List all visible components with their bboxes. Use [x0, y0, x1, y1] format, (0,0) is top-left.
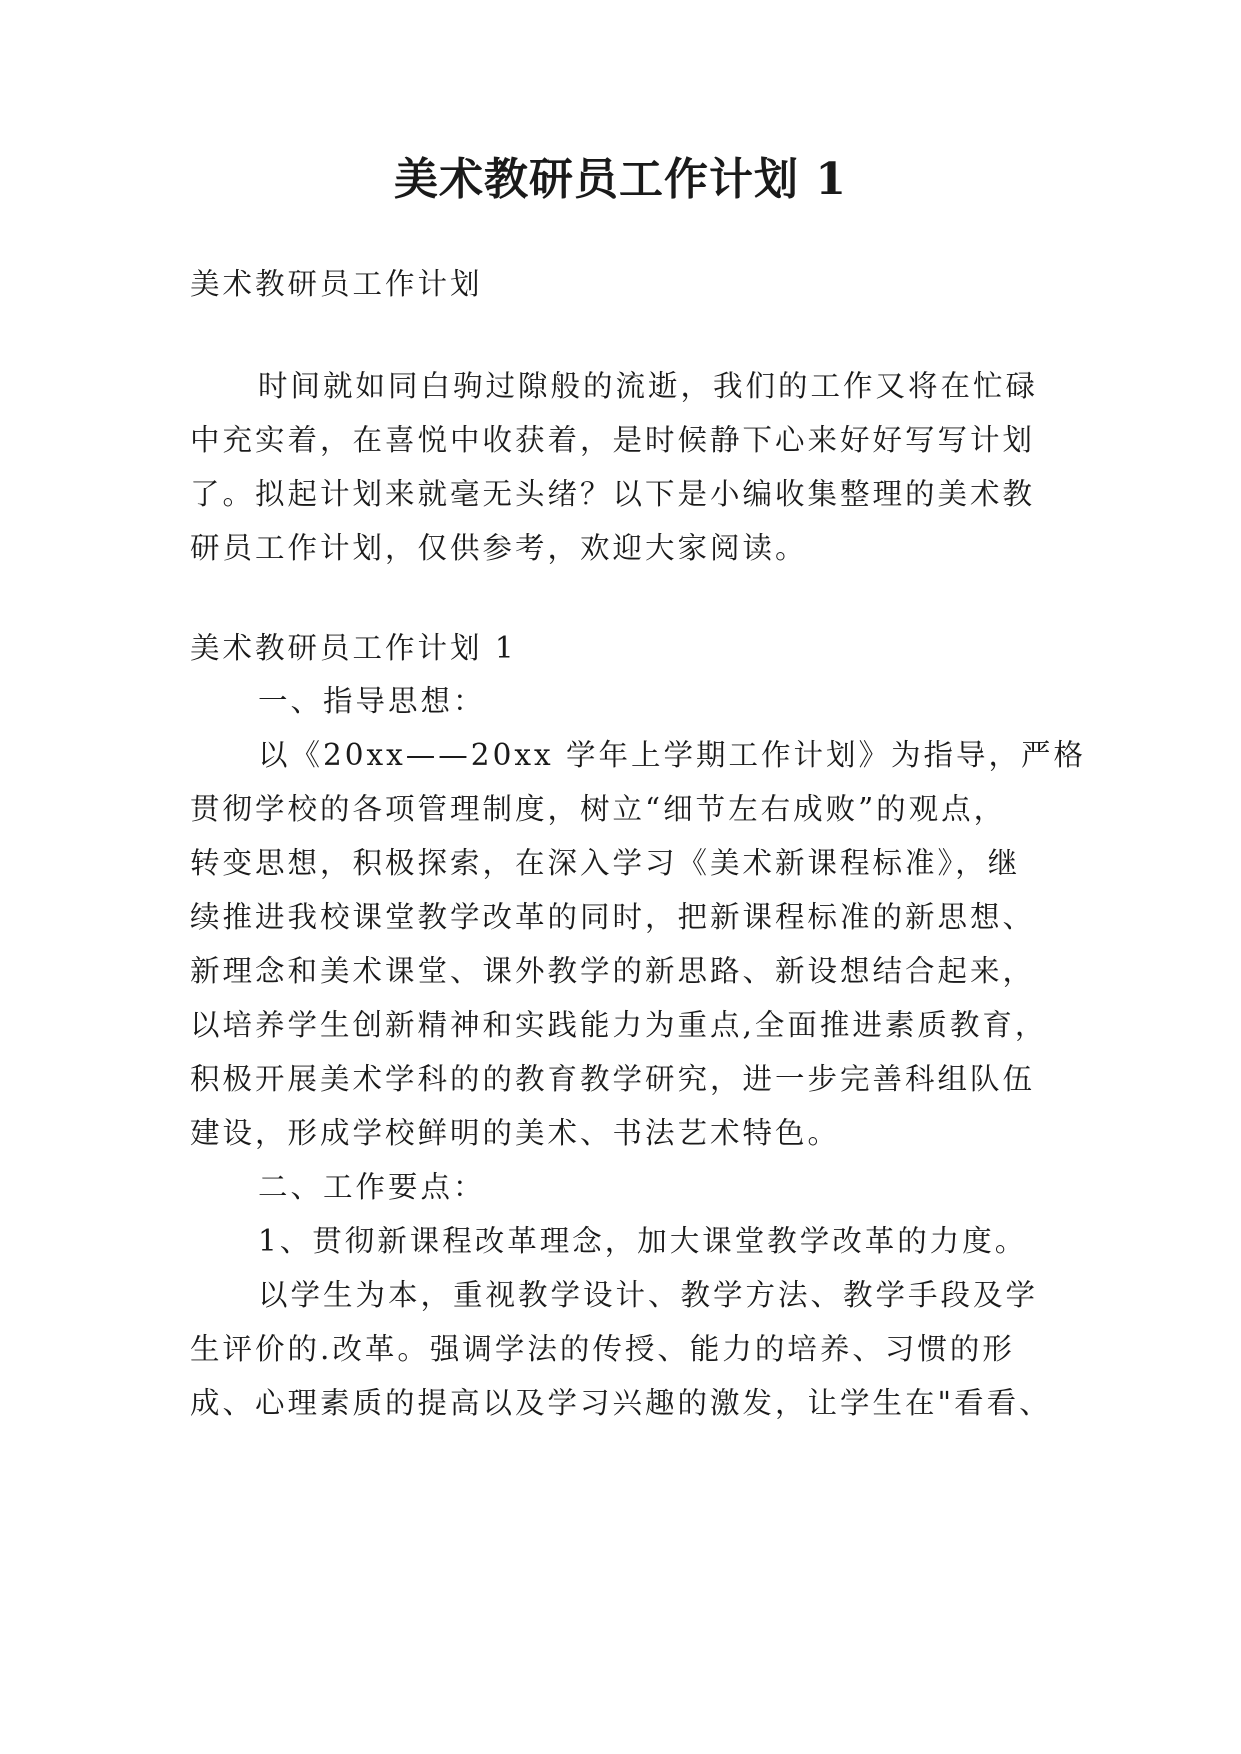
part1-line-8: 建设，形成学校鲜明的美术、书法艺术特色。: [190, 1116, 841, 1150]
point1-line-1: 以学生为本，重视教学设计、教学方法、教学手段及学: [258, 1278, 1039, 1312]
subtitle: 美术教研员工作计划: [190, 267, 483, 301]
document-title: 美术教研员工作计划 1: [394, 154, 847, 205]
part1-line-7: 积极开展美术学科的的教育教学研究，进一步完善科组队伍: [190, 1062, 1036, 1096]
intro-line-2: 中充实着，在喜悦中收获着，是时候静下心来好好写写计划: [190, 423, 1036, 457]
part2-heading: 二、工作要点：: [258, 1170, 486, 1204]
point1-line-2: 生评价的.改革。强调学法的传授、能力的培养、习惯的形: [190, 1332, 1015, 1366]
intro-line-3: 了。拟起计划来就毫无头绪？以下是小编收集整理的美术教: [190, 477, 1036, 511]
intro-line-1: 时间就如同白驹过隙般的流逝，我们的工作又将在忙碌: [258, 369, 1039, 403]
part1-line-4: 续推进我校课堂教学改革的同时，把新课程标准的新思想、: [190, 900, 1036, 934]
part1-line-5: 新理念和美术课堂、课外教学的新思路、新设想结合起来，: [190, 954, 1036, 988]
part1-line-1: 以《20xx——20xx 学年上学期工作计划》为指导，严格: [258, 738, 1087, 772]
point1-line-3: 成、心理素质的提高以及学习兴趣的激发，让学生在"看看、: [190, 1386, 1052, 1420]
part1-heading: 一、指导思想：: [258, 684, 486, 718]
part1-line-2: 贯彻学校的各项管理制度，树立“细节左右成败”的观点，: [190, 792, 1007, 826]
part1-line-6: 以培养学生创新精神和实践能力为重点,全面推进素质教育，: [190, 1008, 1048, 1042]
intro-line-4: 研员工作计划，仅供参考，欢迎大家阅读。: [190, 531, 808, 565]
section-heading: 美术教研员工作计划 1: [190, 631, 517, 665]
point-1: 1、贯彻新课程改革理念，加大课堂教学改革的力度。: [258, 1224, 1028, 1258]
part1-line-3: 转变思想，积极探索，在深入学习《美术新课程标准》，继: [190, 846, 1021, 880]
